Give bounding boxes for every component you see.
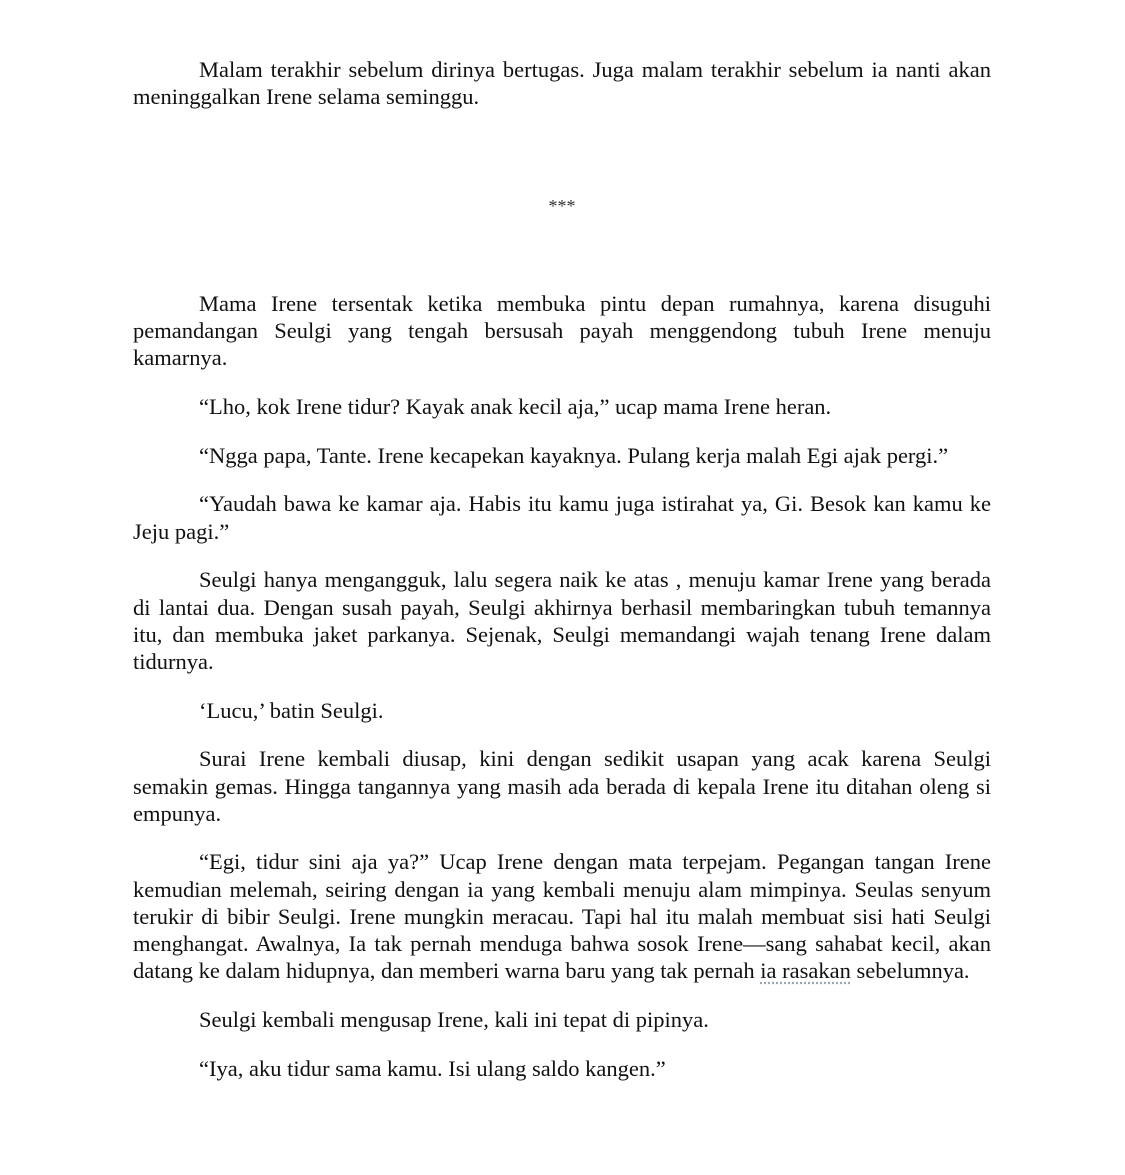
spellcheck-flagged-text[interactable]: ia rasakan [760,958,851,984]
paragraph-9 [133,848,991,984]
scene-separator: *** [548,195,576,216]
paragraph-9-text-before: “Egi, tidur sini aja ya?” Ucap Irene dengan mata terpejam. Pegangan tangan Irene kemudian melemah, seiring dengan ia yang kembali menuju alam mimpinya. Seulas senyum terukir di bibir Seulgi. Irene mungkin meracau. Tapi hal itu malah membuat sisi hati Seulgi menghangat. Awalnya, Ia tak pernah menduga bahwa sosok Irene—sang sahabat kecil, akan datang ke dalam hidupnya, dan memberi warna baru yang tak pernah [133,849,991,984]
document-page [133,56,991,1103]
spacer [133,132,991,190]
paragraph-9-text-after: sebelumnya. [850,958,970,984]
spacer [133,222,991,290]
paragraph-3: “Lho, kok Irene tidur? Kayak anak kecil aja,” ucap mama Irene heran. [199,394,832,420]
paragraph-1: Malam terakhir sebelum dirinya bertugas. Juga malam terakhir sebelum ia nanti akan meninggalkan Irene selama seminggu. [133,57,991,110]
paragraph-10: Seulgi kembali mengusap Irene, kali ini tepat di pipinya. [199,1006,709,1032]
paragraph-4: “Ngga papa, Tante. Irene kecapekan kayaknya. Pulang kerja malah Egi ajak pergi.” [199,442,949,468]
paragraph-2: Mama Irene tersentak ketika membuka pintu depan rumahnya, karena disuguhi pemandangan Seulgi yang tengah bersusah payah menggendong tubuh Irene menuju kamarnya. [133,290,991,371]
paragraph-5: “Yaudah bawa ke kamar aja. Habis itu kamu juga istirahat ya, Gi. Besok kan kamu ke Jeju pagi.” [133,491,991,544]
paragraph-6: Seulgi hanya mengangguk, lalu segera naik ke atas , menuju kamar Irene yang berada di lantai dua. Dengan susah payah, Seulgi akhirnya berhasil membaringkan tubuh temannya itu, dan membuka jaket parkanya. Sejenak, Seulgi memandangi wajah tenang Irene dalam tidurnya. [133,567,991,674]
paragraph-8: Surai Irene kembali diusap, kini dengan sedikit usapan yang acak karena Seulgi semakin gemas. Hingga tangannya yang masih ada berada di kepala Irene itu ditahan oleng si empunya. [133,746,991,826]
paragraph-7: ‘Lucu,’ batin Seulgi. [199,697,384,723]
paragraph-11: “Iya, aku tidur sama kamu. Isi ulang saldo kangen.” [199,1055,666,1081]
